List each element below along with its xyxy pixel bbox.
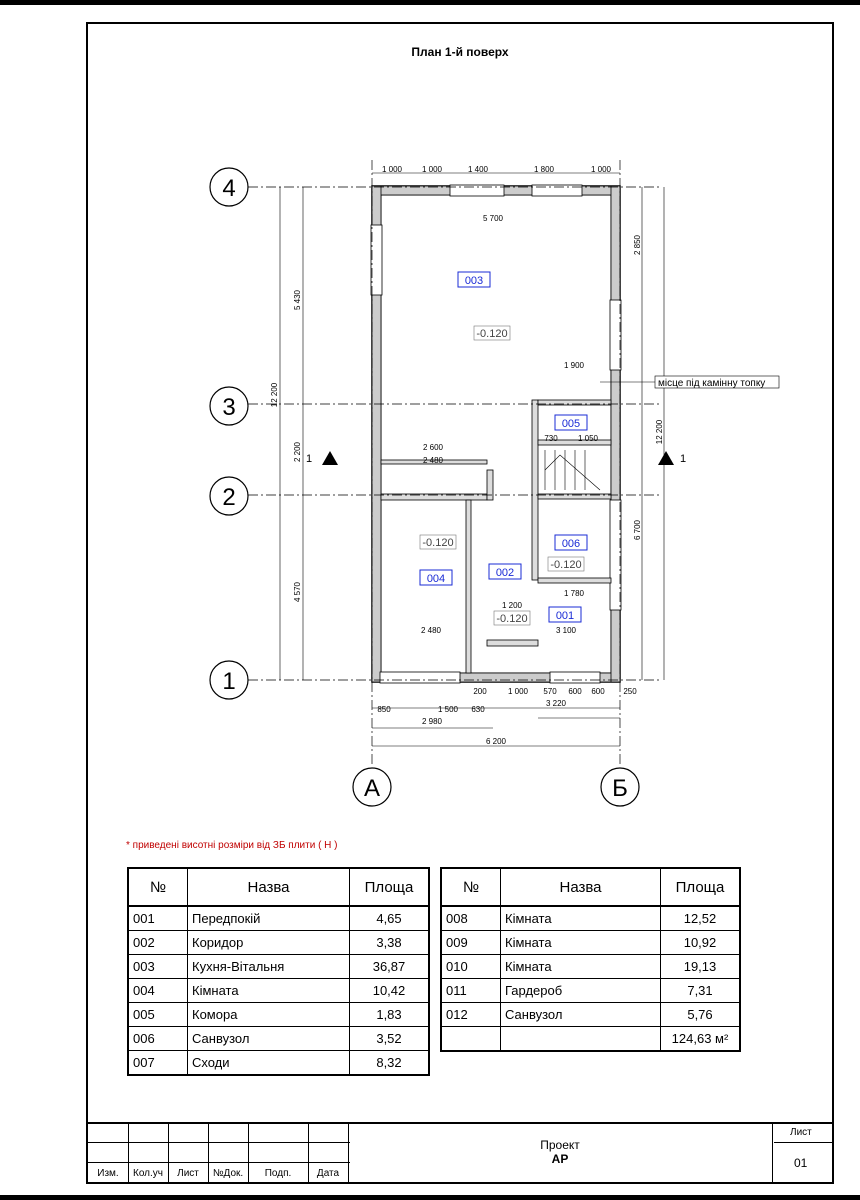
dim-top-4: 1 800 bbox=[533, 165, 555, 174]
dim-730: 730 bbox=[544, 434, 558, 443]
plan-title: План 1-й поверх bbox=[411, 45, 509, 59]
section-label-right: 1 bbox=[680, 453, 687, 465]
rooms-table-left: № Назва Площа 001 Передпокій 4,65 002 Коридор 3,38 003 Кухня-Вітальня 36,87 004 Кімната 10,42 005 Комора 1,83 006 Санвузол 3,52 007 Сходи 8,32 bbox=[127, 867, 430, 1076]
dim-2850: 2 850 bbox=[633, 234, 642, 256]
dim-3100: 3 100 bbox=[555, 626, 577, 635]
dim-bot-5: 1 000 bbox=[507, 687, 529, 696]
room-tag-001: 001 bbox=[555, 610, 575, 622]
table-row: 007 Сходи 8,32 bbox=[128, 1051, 429, 1076]
dim-1200: 1 200 bbox=[501, 601, 523, 610]
dim-6700: 6 700 bbox=[633, 519, 642, 541]
table-row: 009 Кімната 10,92 bbox=[441, 931, 740, 955]
room-tag-002: 002 bbox=[495, 567, 515, 579]
table-row bbox=[441, 1027, 740, 1052]
stamp-col-izm: Изм. bbox=[88, 1124, 129, 1182]
level-001: -0.120 bbox=[496, 613, 528, 625]
dim-bot-7: 600 bbox=[568, 687, 582, 696]
stamp-col-list: Лист bbox=[168, 1124, 209, 1182]
stamp-col-doc: №Док. bbox=[208, 1124, 249, 1182]
table-row: 003 Кухня-Вітальня 36,87 bbox=[128, 955, 429, 979]
dim-2200: 2 200 bbox=[293, 441, 302, 463]
table-row: 010 Кімната 19,13 bbox=[441, 955, 740, 979]
room-tag-003: 003 bbox=[464, 275, 484, 287]
dim-bot-6: 570 bbox=[543, 687, 557, 696]
axis-1: 1 bbox=[222, 668, 236, 695]
dim-1780: 1 780 bbox=[563, 589, 585, 598]
dim-1900: 1 900 bbox=[563, 361, 585, 370]
dim-4570: 4 570 bbox=[293, 581, 302, 603]
table-row: 012 Санвузол 5,76 bbox=[441, 1003, 740, 1027]
total-area: 124,63 м² bbox=[661, 1027, 741, 1052]
room-tag-004: 004 bbox=[426, 573, 446, 585]
stamp-col-sign: Подп. bbox=[248, 1124, 309, 1182]
dim-3220: 3 220 bbox=[545, 699, 567, 708]
dim-bot-1: 850 bbox=[377, 705, 391, 714]
room-tag-006: 006 bbox=[561, 538, 581, 550]
stamp-col-kolvo: Кол.уч bbox=[128, 1124, 169, 1182]
dim-2980: 2 980 bbox=[421, 717, 443, 726]
table-row: 006 Санвузол 3,52 bbox=[128, 1027, 429, 1051]
dim-bot-3: 630 bbox=[471, 705, 485, 714]
axis-4: 4 bbox=[222, 175, 236, 202]
dim-5700: 5 700 bbox=[482, 214, 504, 223]
height-note: * приведені висотні розміри від ЗБ плити ( Н ) bbox=[126, 840, 338, 851]
table-row: 011 Гардероб 7,31 bbox=[441, 979, 740, 1003]
table-row: 002 Коридор 3,38 bbox=[128, 931, 429, 955]
dim-top-2: 1 000 bbox=[421, 165, 443, 174]
dim-bot-4: 200 bbox=[473, 687, 487, 696]
level-004: -0.120 bbox=[422, 537, 454, 549]
project-title: Проект АР bbox=[540, 1138, 580, 1166]
dim-6200: 6 200 bbox=[485, 737, 507, 746]
axis-a: А bbox=[363, 775, 381, 802]
dim-2600: 2 600 bbox=[422, 443, 444, 452]
dim-5430: 5 430 bbox=[293, 289, 302, 311]
dim-12200-left: 12 200 bbox=[270, 382, 279, 408]
dim-top-5: 1 000 bbox=[590, 165, 612, 174]
section-arrow-left bbox=[322, 451, 338, 465]
dim-2480a: 2 480 bbox=[422, 456, 444, 465]
dim-top-3: 1 400 bbox=[467, 165, 489, 174]
table-row: 001 Передпокій 4,65 bbox=[128, 906, 429, 931]
dim-bot-9: 250 bbox=[623, 687, 637, 696]
level-006: -0.120 bbox=[550, 559, 582, 571]
table-row: 004 Кімната 10,42 bbox=[128, 979, 429, 1003]
table-row: 008 Кімната 12,52 bbox=[441, 906, 740, 931]
axis-b: Б bbox=[612, 775, 628, 802]
rooms-table-right: № Назва Площа 008 Кімната 12,52 009 Кімната 10,92 010 Кімната 19,13 011 Гардероб 7,31 012 Санвузол 5,76 124,63 м² bbox=[440, 867, 741, 1052]
sheet-number: 01 bbox=[794, 1156, 808, 1170]
sheet-label: Лист bbox=[790, 1127, 812, 1138]
section-label-left: 1 bbox=[306, 453, 313, 465]
level-003: -0.120 bbox=[476, 328, 508, 340]
dim-top-1: 1 000 bbox=[381, 165, 403, 174]
table-row: 005 Комора 1,83 bbox=[128, 1003, 429, 1027]
fireplace-note: місце під камінну топку bbox=[658, 378, 766, 389]
dim-12200-right: 12 200 bbox=[655, 419, 664, 445]
room-tag-005: 005 bbox=[561, 418, 581, 430]
dim-bot-8: 600 bbox=[591, 687, 605, 696]
axis-2: 2 bbox=[222, 484, 236, 511]
stamp-col-date: Дата bbox=[308, 1124, 349, 1182]
dim-bot-2: 1 500 bbox=[437, 705, 459, 714]
dim-1050: 1 050 bbox=[577, 434, 599, 443]
axis-3: 3 bbox=[222, 394, 236, 421]
dim-2480b: 2 480 bbox=[420, 626, 442, 635]
section-arrow-right bbox=[658, 451, 674, 465]
